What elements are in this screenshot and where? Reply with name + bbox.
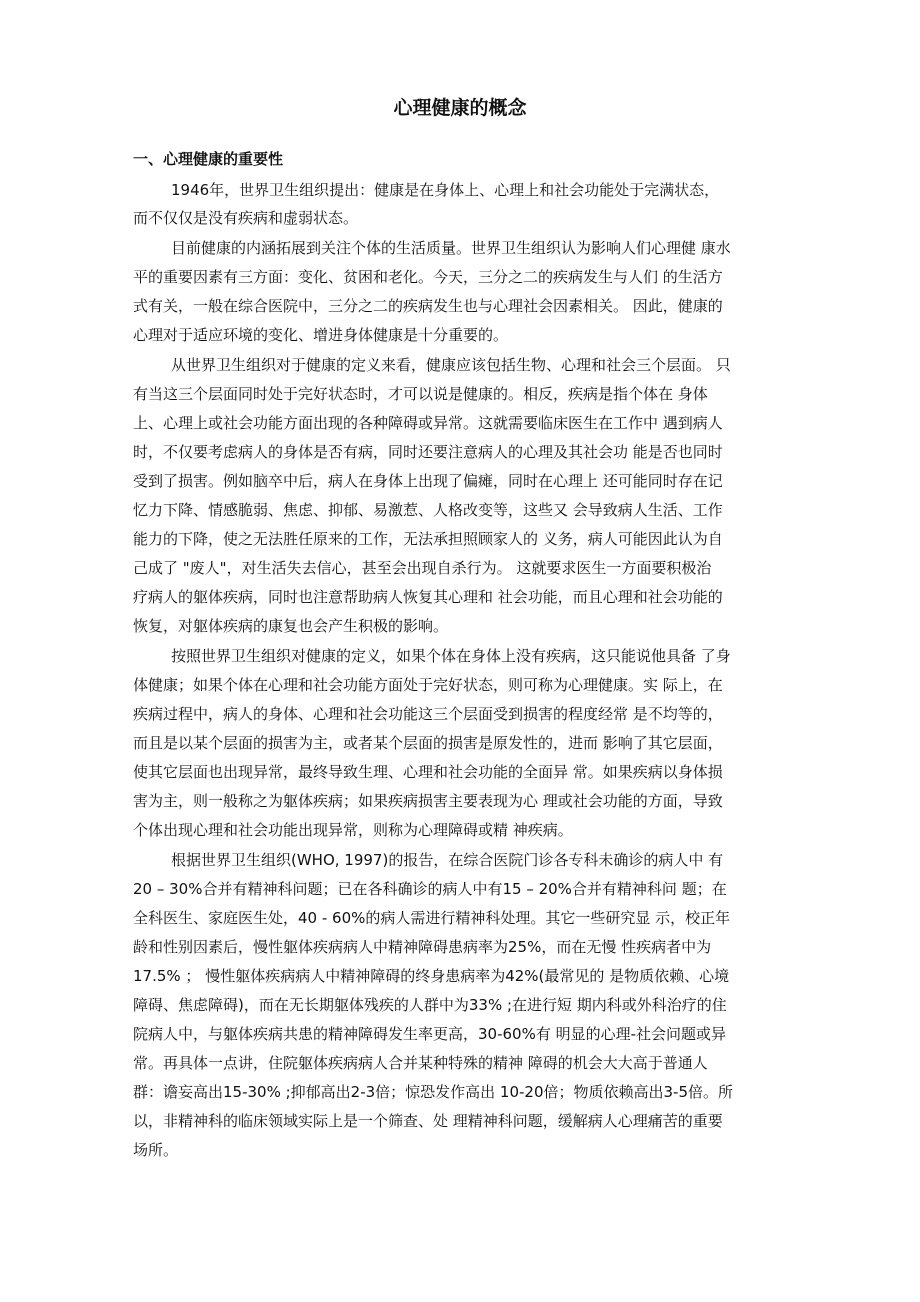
section-heading: 一、心理健康的重要性 (133, 150, 284, 168)
text-line: 20 – 30%合并有精神科问题；已在各科确诊的病人中有15 – 20%合并有精神科问 题；在 (133, 880, 727, 898)
text-line: 己成了 "废人"，对生活失去信心，甚至会出现自杀行为。 这就要求医生一方面要积极治 (133, 559, 712, 577)
text-line: 常。再具体一点讲，住院躯体疾病病人合并某种特殊的精神 障碍的机会大大高于普通人 (133, 1054, 708, 1072)
text-line: 式有关，一般在综合医院中，三分之二的疾病发生也与心理社会因素相关。 因此，健康的 (133, 297, 723, 315)
text-line: 场所。 (133, 1141, 179, 1159)
text-line: 17.5% ； 慢性躯体疾病病人中精神障碍的终身患病率为42%(最常见的 是物质依赖、心境 (133, 967, 730, 985)
text-line: 院病人中，与躯体疾病共患的精神障碍发生率更高，30-60%有 明显的心理-社会问题或异 (133, 1025, 727, 1043)
text-line: 受到了损害。例如脑卒中后，病人在身体上出现了偏瘫，同时在心理上 还可能同时存在记 (133, 472, 723, 490)
text-line: 体健康；如果个体在心理和社会功能方面处于完好状态，则可称为心理健康。实 际上，在 (133, 676, 723, 694)
text-line: 按照世界卫生组织对健康的定义，如果个体在身体上没有疾病，这只能说他具备 了身 (171, 647, 731, 665)
text-line: 目前健康的内涵拓展到关注个体的生活质量。世界卫生组织认为影响人们心理健 康水 (171, 239, 731, 257)
text-line: 时，不仅要考虑病人的身体是否有病，同时还要注意病人的心理及其社会功 能是否也同时 (133, 443, 723, 461)
text-line: 能力的下降，使之无法胜任原来的工作，无法承担照顾家人的 义务，病人可能因此认为自 (133, 530, 723, 548)
text-line: 平的重要因素有三方面：变化、贫困和老化。今天，三分之二的疾病发生与人们 的生活方 (133, 268, 723, 286)
text-line: 心理对于适应环境的变化、增进身体健康是十分重要的。 (133, 326, 509, 344)
text-line: 忆力下降、情感脆弱、焦虑、抑郁、易激惹、人格改变等，这些又 会导致病人生活、工作 (133, 501, 723, 519)
text-line: 有当这三个层面同时处于完好状态时，才可以说是健康的。相反，疾病是指个体在 身体 (133, 385, 708, 403)
text-line: 全科医生、家庭医生处，40 - 60%的病人需进行精神科处理。其它一些研究显 示，校正年 (133, 909, 731, 927)
text-line: 从世界卫生组织对于健康的定义来看，健康应该包括生物、心理和社会三个层面。 只 (171, 356, 731, 374)
text-line: 使其它层面也出现异常，最终导致生理、心理和社会功能的全面异 常。如果疾病以身体损 (133, 763, 723, 781)
text-line: 害为主，则一般称之为躯体疾病；如果疾病损害主要表现为心 理或社会功能的方面，导致 (133, 792, 723, 810)
text-line: 根据世界卫生组织(WHO, 1997)的报告，在综合医院门诊各专科未确诊的病人中 有 (171, 851, 724, 869)
text-line: 而且是以某个层面的损害为主，或者某个层面的损害是原发性的，进而 影响了其它层面， (133, 734, 723, 752)
text-line: 上、心理上或社会功能方面出现的各种障碍或异常。这就需要临床医生在工作中 遇到病人 (133, 414, 723, 432)
document-title: 心理健康的概念 (393, 97, 527, 119)
text-line: 疗病人的躯体疾病，同时也注意帮助病人恢复其心理和 社会功能，而且心理和社会功能的 (133, 588, 723, 606)
text-line: 龄和性别因素后，慢性躯体疾病病人中精神障碍患病率为25%，而在无慢 性疾病者中为 (133, 938, 712, 956)
text-line: 疾病过程中，病人的身体、心理和社会功能这三个层面受到损害的程度经常 是不均等的， (133, 705, 723, 723)
text-line: 恢复，对躯体疾病的康复也会产生积极的影响。 (133, 617, 449, 635)
text-line: 而不仅仅是没有疾病和虚弱状态。 (133, 209, 359, 227)
text-line: 群：谵妄高出15-30% ;抑郁高出2-3倍；惊恐发作高出 10-20倍；物质依赖高出3-5倍。所 (133, 1083, 734, 1101)
text-line: 障碍、焦虑障碍)，而在无长期躯体残疾的人群中为33% ;在进行短 期内科或外科治疗的住 (133, 996, 727, 1014)
text-line: 以，非精神科的临床领域实际上是一个筛查、处 理精神科问题，缓解病人心理痛苦的重要 (133, 1112, 723, 1130)
text-line: 1946年，世界卫生组织提出：健康是在身体上、心理上和社会功能处于完满状态， (171, 181, 720, 199)
text-line: 个体出现心理和社会功能出现异常，则称为心理障碍或精 神疾病。 (133, 821, 573, 839)
